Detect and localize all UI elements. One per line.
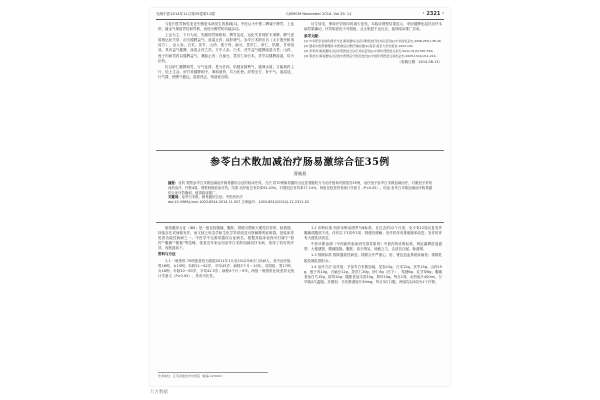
body-left-column xyxy=(158,226,294,370)
references-heading: 参考文献： xyxy=(304,34,322,39)
paragraph: 衍生转变，保持疗效的同时减少复发。本临床观察结果显示，采用健脾化湿法治疗本病效果确切，疗效明显优于对照组，且无明显不良反应，值得临床推广应用。 xyxy=(304,22,442,32)
top-left-column xyxy=(158,22,294,150)
journal-name: 光明中医2014年11月第29卷第11期 xyxy=(156,12,215,16)
paragraph: 1.3 排除标准 排除器质性病变；排除合并严重心、肝、肾及造血系统疾病者；排除妊娠及哺乳期妇女。 xyxy=(304,253,442,263)
abstract-label: 摘要： xyxy=(168,181,179,185)
received-date: （收稿日期：2014.06.13） xyxy=(397,60,442,65)
journal-page xyxy=(150,8,450,386)
paragraph: 佐以砂仁醒脾和胃，行气化滞，是为佐药。桔梗宣肺利气，通调水道，又能载药上行，培土生金。炒甘草健脾和中，调和诸药，共为佐使。综观全方，补中气，渗湿浊，行气滞，使脾气健运，湿邪得去，则诸症自除。 xyxy=(158,64,294,79)
abstract xyxy=(168,181,432,195)
journal-name-en: CJGMCM November 2014. Vol 29. 11 xyxy=(286,12,352,16)
references-list xyxy=(304,39,442,58)
body-right-column xyxy=(304,226,442,382)
paragraph: 与复归性胃肠性变化失衡是本病发生的基础[1]。中医认为中焦二脾属于脾胃，上连肝，属金气保留胃经和胃筋，表现为脾胃的功能活动。 xyxy=(158,22,294,32)
source-watermark: 万方数据 xyxy=(150,390,168,395)
running-header xyxy=(156,10,444,20)
article-author: 曹晓燕 xyxy=(293,171,307,176)
footnote: 作者单位：江苏省淮安市中医院（邮编 223001） xyxy=(158,372,268,378)
divider xyxy=(156,150,444,151)
reference-item: [3] 李军祥.肠易激综合征中西医结合诊疗共识意见[J].中国中西医结合杂志,2011,31(5):587-590. xyxy=(304,49,434,54)
paragraph: 中医诊断参照《中药新药临床研究指导原则》中泄泻的诊断标准，辨证属脾虚湿盛型：大便溏泄，腹痛隐隐，腹胀，食少纳呆，神疲乏力，舌淡苔白腻，脉濡缓。 xyxy=(304,242,442,252)
abstract-block xyxy=(168,181,432,205)
top-right-column xyxy=(304,22,442,150)
keywords-text: 参苓白术散；肠易激综合征；中医药疗法 xyxy=(181,195,243,200)
doi-line: doi:10.3969/j.issn.1003-8914.2014.11.057 文章编号：1003-8914(2014)-11-2321-02 xyxy=(168,200,310,205)
paragraph: 肠易激综合征（IBS）是一组包括腹痛、腹胀、排便习惯和大便性状异常、粘液便，持续存在或间歇发作，而又缺乏形态学和生化学异常改变可资解释的症候群，是临床常见的功能性肠病之一。中医学中无肠易激综合征病名，根据其临床表现可归属于"泄泻""腹痛""便秘"等范畴。笔者近年来运用参苓白术散加减治疗本病，取得了较好的疗效，现报道如下。 xyxy=(158,226,294,251)
abstract-text: 目的 观察参苓白术散加减治疗肠易激综合征的临床疗效。方法 将70例肠易激综合征患者随机分为治疗组和对照组各35例，治疗组予参苓白术散加减治疗，对照组予常规西药治疗，疗程4周，观察两组临床疗效。结果 治疗组总有效率91.43%，对照组总有效率77.14%，两组比较差异有统计学意义（P<0.05）。结论 参苓白术散加减治疗肠易激综合征疗效确切，值得临床推广。 xyxy=(168,181,433,195)
reference-item: [1] 中华医学会消化病学分会.肠易激综合征诊断和治疗的共识意见[J].中华消化杂志,2008,28(1):38-40. xyxy=(304,39,442,44)
page-number: · 2321 · xyxy=(422,11,444,17)
paragraph: 上运为主，下行为动，先顺则胃肠相和，脾胃运化，运化失常则肝木乘脾，脾气虚弱则运化失常，治当健脾益气、渗湿止泻、疏肝理气。参苓白术散出自《太平惠民和剂局方》，由人参、白术、茯苓、山药、莲子肉、扁豆、薏苡仁、砂仁、桔梗、甘草组成，具有益气健脾、渗湿止泻之效。方中人参、白术、茯苓益气健脾渗湿为君；山药、莲子肉助君药以健脾益气，兼能止泻；白扁豆、薏苡仁助白术、茯苓以健脾渗湿，均为臣药。 xyxy=(158,33,294,63)
reference-item: [2] 国家中医药管理局.中医病证诊断疗效标准[S].南京:南京大学出版社,1994:102. xyxy=(304,44,414,49)
paragraph: 1.4 治疗方法 治疗组：予参苓白术散加减，党参15g，白术12g，茯苓15g，山药15g，莲子肉10g，白扁豆12g，薏苡仁20g，砂仁6g（后下），桔梗6g，炙甘草6g；腹痛者加白芍15g，防风10g；腹胀者加木香10g，厚朴10g。每日1剂，水煎取汁400ml，分早晚2次温服。对照组：予匹维溴铵片50mg，每日3次口服。两组均以4周为1个疗程。 xyxy=(304,264,442,284)
paragraph: 1.1 一般资料 70例患者均为我院2011年1月至2012年6月门诊病人，其中治疗组：男16例，女19例；年龄21～62岁，平均43岁；病程3个月～10年。对照组：男17例，女18例；年龄20～63岁，平均42.5岁；病程4个月～9年。两组一般资料比较差异无统计学意义（P>0.05），具有可比性。 xyxy=(158,258,294,278)
reference-item: [4] 陈治水.肠易激综合征的中医辨证分型及治疗[J].中国中西医结合消化杂志,2005,13(4):211-214. xyxy=(304,54,437,58)
article-title: 参苓白术散加减治疗肠易激综合征35例 xyxy=(210,157,390,168)
section-heading: 资料与方法 xyxy=(158,252,176,257)
divider xyxy=(156,222,444,223)
paragraph: 1.2 诊断标准 西医诊断参照罗马Ⅲ标准，在过去的12个月里，至少有12周反复发作腹痛或腹部不适，伴有以下3项中2项：排便后缓解；发作时伴有排便频率改变；发作时伴有大便性状改变。 xyxy=(304,226,442,241)
keywords-label: 关键词： xyxy=(168,195,182,200)
